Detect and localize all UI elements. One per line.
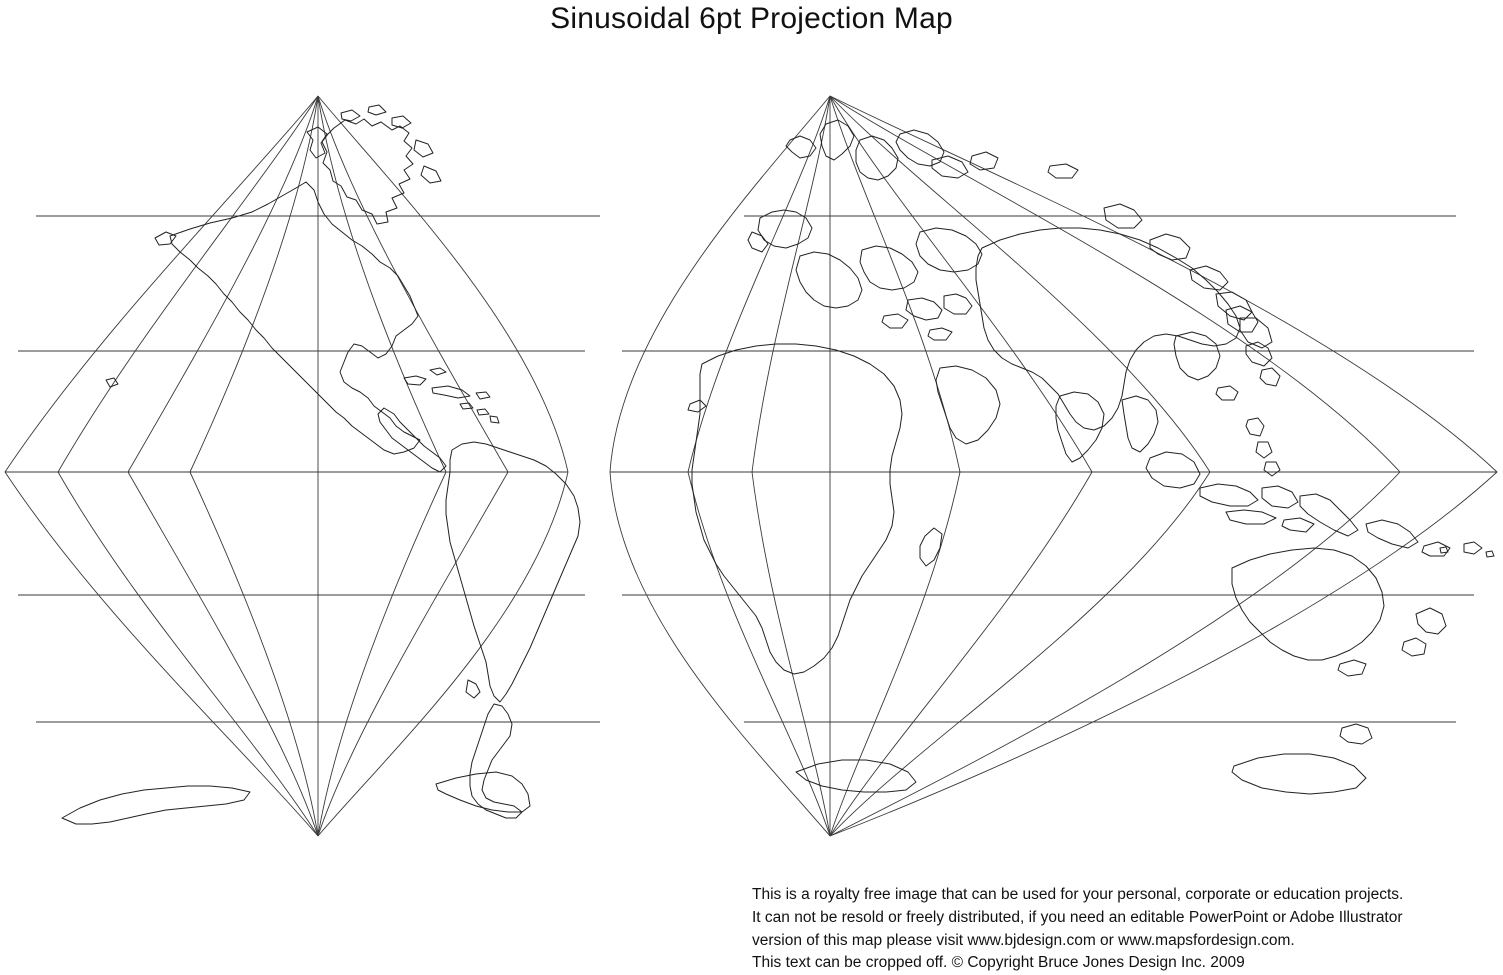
credit-line-3: version of this map please visit www.bjdesign.com or www.mapsfordesign.com.	[752, 931, 1295, 949]
credit-line-1: This is a royalty free image that can be used for your personal, corporate or education projects.	[752, 886, 1404, 903]
coastlines-group	[62, 105, 1494, 824]
credit-line-2: It can not be resold or freely distributed, if you need an editable PowerPoint or Adobe Illustrator	[752, 908, 1403, 926]
graticule-group	[5, 96, 1497, 836]
page-title: Sinusoidal 6pt Projection Map	[550, 2, 953, 35]
copyright-notice	[752, 884, 1492, 975]
credit-line-4: This text can be cropped off. © Copyright Bruce Jones Design Inc. 2009	[752, 954, 1245, 972]
